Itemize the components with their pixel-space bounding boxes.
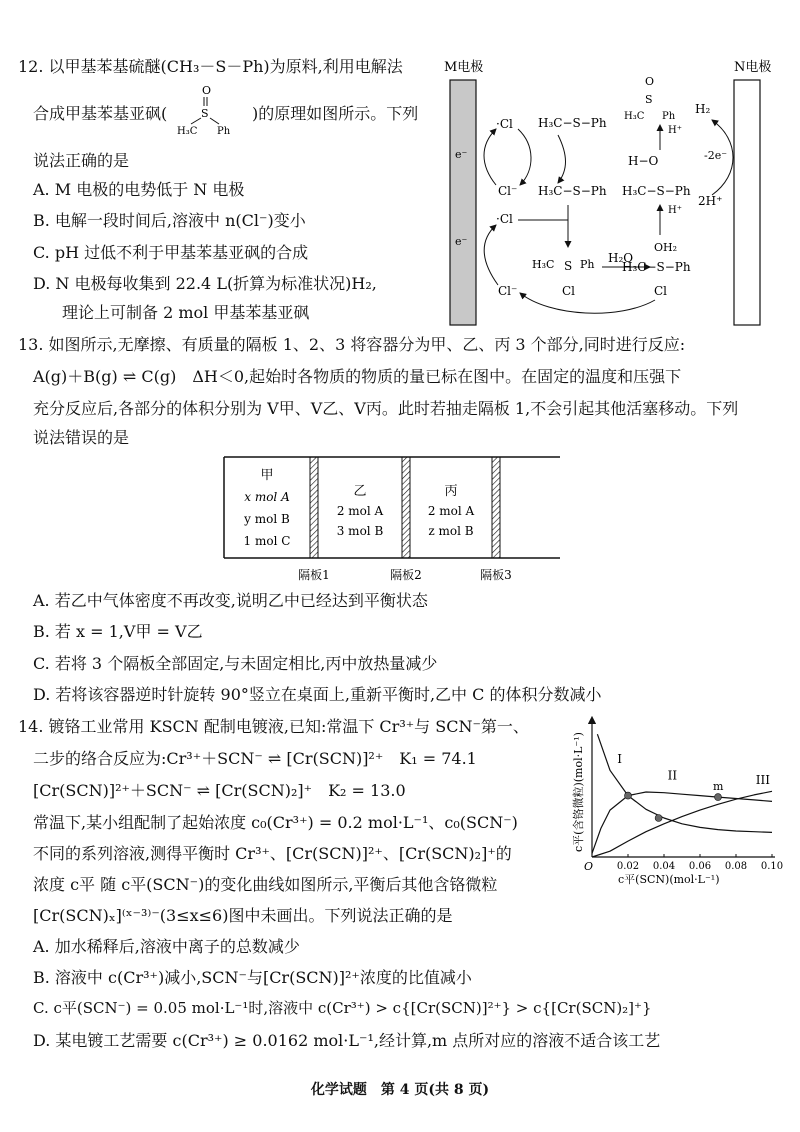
q14-stem-line2: 二步的络合反应为:Cr³⁺＋SCN⁻ ⇌ [Cr(SCN)]²⁺ K₁ = 74.1	[33, 749, 477, 768]
q12-option-a: A. M 电极的电势低于 N 电极	[33, 180, 245, 199]
q13-option-b: B. 若 x = 1,V甲 = V乙	[33, 622, 203, 641]
sulfoxide-structure	[175, 82, 255, 137]
compartment-jia-a: x mol A	[244, 490, 290, 504]
q12-stem-line2b: )的原理如图所示。下列	[252, 104, 419, 123]
q14-option-a: A. 加水稀释后,溶液中离子的总数减少	[33, 937, 300, 956]
partition-2[interactable]	[402, 457, 410, 558]
chart-x-axis-label: c平(SCN)(mol·L⁻¹)	[618, 873, 720, 886]
q14-option-b: B. 溶液中 c(Cr³⁺)减小,SCN⁻与[Cr(SCN)]²⁺浓度的比值减小	[33, 968, 472, 987]
point-label-m: m	[713, 780, 724, 794]
cl-ion-1: Cl⁻	[498, 184, 518, 198]
intersection-point	[655, 815, 662, 822]
q14-stem-line6: 浓度 c平 随 c平(SCN⁻)的变化曲线如图所示,平衡后其他含铬微粒	[33, 875, 498, 894]
partition-2-label: 隔板2	[390, 568, 422, 582]
cl-ion-2: Cl⁻	[498, 284, 518, 298]
sulfoxide-o: O	[202, 84, 212, 97]
q14-stem-line3: [Cr(SCN)]²⁺＋SCN⁻ ⇌ [Cr(SCN)₂]⁺ K₂ = 13.0	[33, 781, 406, 800]
product-o: O	[645, 75, 655, 88]
electron-label-2: e⁻	[455, 235, 468, 248]
sulfoxide-s: S	[201, 107, 209, 120]
curve-label-I: I	[617, 752, 622, 767]
page-footer: 化学试题 第 4 页(共 8 页)	[310, 1082, 490, 1098]
q12-stem-line3: 说法正确的是	[33, 151, 130, 170]
water-label: H₂O	[608, 251, 634, 265]
container-diagram	[222, 455, 562, 585]
arrow-cl-return-1	[518, 129, 531, 185]
q12-option-b: B. 电解一段时间后,溶液中 n(Cl⁻)变小	[33, 211, 306, 230]
arrow-cl-oxidation-2	[484, 225, 498, 285]
substrate-2: H₃C−S−Ph	[538, 184, 607, 198]
x-tick-label: 0.10	[760, 861, 784, 872]
aquosulfonium-oh2: OH₂	[654, 241, 678, 254]
m-electrode-label: M电极	[444, 60, 484, 75]
chart-origin-label: O	[584, 860, 594, 873]
partition-1[interactable]	[310, 457, 318, 558]
two-electron-label: -2e⁻	[704, 149, 728, 162]
intersection-point	[625, 792, 632, 799]
chlorosulfonium-s: S	[564, 259, 573, 273]
proton-release-1: H⁺	[668, 205, 682, 216]
x-tick-label: 0.06	[688, 861, 712, 872]
compartment-jia-b: y mol B	[244, 512, 290, 526]
partition-3[interactable]	[492, 457, 500, 558]
chlorosulfonium-cl: Cl	[562, 284, 576, 298]
q14-stem-line4: 常温下,某小组配制了起始浓度 c₀(Cr³⁺) = 0.2 mol·L⁻¹、c₀(SCN⁻)	[33, 813, 518, 832]
q13-stem-line3: 充分反应后,各部分的体积分别为 V甲、V乙、V丙。此时若抽走隔板 1,不会引起其他活塞移动。下列	[33, 399, 739, 418]
hydroxysulfonium-ho: H−O	[628, 154, 659, 168]
aquosulfonium: H₃C−S−Ph	[622, 260, 691, 274]
electron-label-1: e⁻	[455, 148, 468, 161]
n-electrode	[734, 80, 760, 325]
sph-bond	[210, 118, 219, 124]
hydroxysulfonium: H₃C−S−Ph	[622, 184, 691, 198]
partition-1-label: 隔板1	[298, 568, 330, 582]
curve-I	[597, 734, 772, 832]
q14-stem-line1: 14. 镀铬工业常用 KSCN 配制电镀液,已知:常温下 Cr³⁺与 SCN⁻第一、	[18, 717, 529, 736]
compartment-bing-label: 丙	[444, 484, 458, 499]
product-h3c: H₃C	[624, 111, 645, 122]
chart-y-axis-label: c平(含铬微粒)(mol·L⁻¹)	[572, 732, 585, 852]
electrolysis-diagram	[440, 55, 785, 330]
compartment-yi-label: 乙	[353, 484, 367, 499]
arrow-cl-release	[520, 293, 655, 313]
substrate-1: H₃C−S−Ph	[538, 116, 607, 130]
q13-stem-line4: 说法错误的是	[33, 428, 130, 447]
q14-option-d: D. 某电镀工艺需要 c(Cr³⁺) ≥ 0.0162 mol·L⁻¹,经计算,m 点所对应的溶液不适合该工艺	[33, 1031, 661, 1050]
species-concentration-chart	[560, 712, 785, 890]
two-proton-label: 2H⁺	[698, 194, 723, 208]
q14-stem-line7: [Cr(SCN)ₓ]⁽ˣ⁻³⁾⁻(3≤x≤6)图中未画出。下列说法正确的是	[33, 906, 453, 925]
q13-option-a: A. 若乙中气体密度不再改变,说明乙中已经达到平衡状态	[33, 591, 428, 610]
q12-option-d-line1: D. N 电极每收集到 22.4 L(折算为标准状况)H₂,	[33, 274, 377, 293]
q12-stem-line2a: 合成甲基苯基亚砜(	[33, 104, 168, 123]
compartment-yi-b: 3 mol B	[336, 524, 384, 538]
partition-3-label: 隔板3	[480, 568, 512, 582]
x-tick-label: 0.08	[724, 861, 748, 872]
curve-label-II: II	[667, 768, 678, 783]
compartment-yi-a: 2 mol A	[336, 504, 384, 518]
m-electrode	[450, 80, 476, 325]
compartment-jia-label: 甲	[260, 468, 274, 483]
q13-option-c: C. 若将 3 个隔板全部固定,与未固定相比,丙中放热量减少	[33, 654, 438, 673]
proton-release-2: H⁺	[668, 125, 682, 136]
arrow-cl-oxidation-1	[484, 129, 496, 185]
aquosulfonium-cl: Cl	[654, 284, 668, 298]
arrow-substrate-1	[558, 135, 566, 183]
cl-radical-2: ·Cl	[496, 212, 513, 226]
compartment-jia-c: 1 mol C	[243, 534, 291, 548]
x-tick-label: 0.04	[652, 861, 676, 872]
x-tick-label: 0.02	[616, 861, 640, 872]
sulfoxide-h3c: H₃C	[177, 126, 198, 137]
q14-stem-line5: 不同的系列溶液,测得平衡时 Cr³⁺、[Cr(SCN)]²⁺、[Cr(SCN)₂]⁺的	[33, 844, 512, 863]
q12-stem-line1: 12. 以甲基苯基硫醚(CH₃－S－Ph)为原料,利用电解法	[18, 57, 403, 76]
cl-radical-1: ·Cl	[496, 117, 513, 131]
curve-II	[592, 792, 772, 853]
sc-bond	[191, 118, 201, 124]
q14-option-c: C. c平(SCN⁻) = 0.05 mol·L⁻¹时,溶液中 c(Cr³⁺) > c{[Cr(SCN)]²⁺} > c{[Cr(SCN)₂]⁺}	[33, 999, 652, 1017]
sulfoxide-ph: Ph	[217, 126, 231, 137]
q13-stem-line1: 13. 如图所示,无摩擦、有质量的隔板 1、2、3 将容器分为甲、乙、丙 3 个部分,同时进行反应:	[18, 335, 686, 354]
compartment-bing-b: z mol B	[428, 524, 474, 538]
chlorosulfonium-h3c: H₃C	[532, 258, 555, 271]
product-s: S	[645, 93, 653, 106]
q12-option-d-line2: 理论上可制备 2 mol 甲基苯基亚砜	[62, 303, 310, 322]
q13-option-d: D. 若将该容器逆时针旋转 90°竖立在桌面上,重新平衡时,乙中 C 的体积分数减小	[33, 685, 602, 704]
compartment-bing-a: 2 mol A	[427, 504, 475, 518]
q13-stem-line2: A(g)＋B(g) ⇌ C(g) ΔH＜0,起始时各物质的物质的量已标在图中。在固定的温度和压强下	[33, 367, 682, 386]
hydrogen-label: H₂	[695, 102, 711, 116]
q12-option-c: C. pH 过低不利于甲基苯基亚砜的合成	[33, 243, 309, 262]
arrow-cl-to-s	[518, 220, 568, 247]
product-ph: Ph	[662, 111, 676, 122]
chlorosulfonium-ph: Ph	[580, 258, 595, 271]
n-electrode-label: N电极	[734, 60, 772, 75]
intersection-point	[715, 794, 722, 801]
curve-label-III: III	[755, 773, 771, 788]
